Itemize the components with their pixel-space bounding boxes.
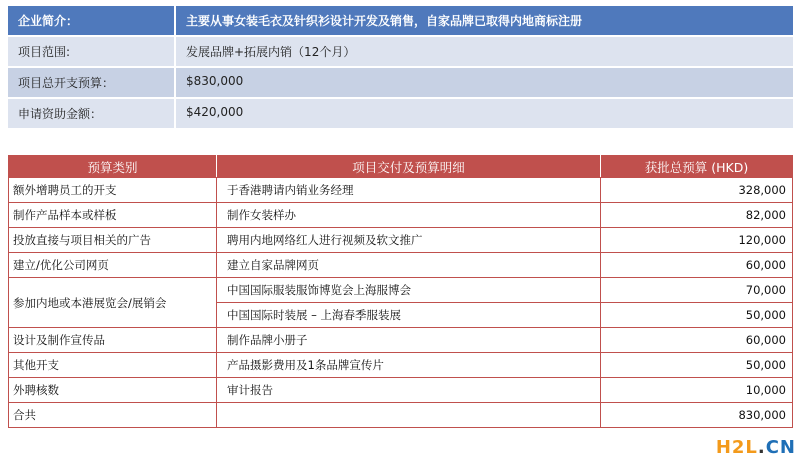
cell-amount: 120,000 [601,228,793,253]
cell-amount: 328,000 [601,178,793,203]
table-row [9,203,793,228]
watermark-part1: H2L [715,437,758,458]
header-detail: 项目交付及预算明细 [217,156,601,178]
total-row [9,403,793,428]
total-amount: 830,000 [601,403,793,428]
cell-amount: 50,000 [601,303,793,328]
info-value: $420,000 [176,99,793,128]
info-value: 发展品牌+拓展内销（12个月） [176,37,793,66]
info-label: 申请资助金额： [8,99,174,128]
table-row [9,278,793,303]
cell-detail: 中国国际服装服饰博览会上海服博会 [217,278,601,303]
site-watermark-logo [716,437,796,458]
header-amount: 获批总预算 (HKD) [601,156,793,178]
info-label: 企业简介： [8,6,174,35]
info-label: 项目总开支预算： [8,68,174,97]
cell-category: 额外增聘员工的开支 [9,178,217,203]
info-row-funding [8,99,793,128]
project-info-panel [8,6,793,130]
cell-detail: 产品摄影费用及1条品牌宣传片 [217,353,601,378]
info-value: 主要从事女装毛衣及针织衫设计开发及销售，自家品牌已取得内地商标注册 [176,6,793,35]
table-row [9,228,793,253]
cell-detail: 审计报告 [217,378,601,403]
cell-detail: 建立自家品牌网页 [217,253,601,278]
cell-detail: 中国国际时装展 – 上海春季服装展 [217,303,601,328]
cell-amount: 10,000 [601,378,793,403]
cell-category: 其他开支 [9,353,217,378]
table-row [9,178,793,203]
info-row-scope [8,37,793,66]
info-row-company [8,6,793,35]
watermark-dot: . [757,437,766,458]
cell-amount: 70,000 [601,278,793,303]
cell-amount: 60,000 [601,328,793,353]
cell-category: 制作产品样本或样板 [9,203,217,228]
budget-table [8,155,793,428]
cell-detail: 制作女装样办 [217,203,601,228]
info-value: $830,000 [176,68,793,97]
cell-category: 设计及制作宣传品 [9,328,217,353]
cell-amount: 50,000 [601,353,793,378]
watermark-part2: CN [765,437,796,458]
cell-amount: 60,000 [601,253,793,278]
table-row [9,353,793,378]
cell-detail: 制作品牌小册子 [217,328,601,353]
cell-detail: 聘用内地网络红人进行视频及软文推广 [217,228,601,253]
table-row [9,328,793,353]
cell-category: 投放直接与项目相关的广告 [9,228,217,253]
table-row [9,253,793,278]
cell-detail: 于香港聘请内销业务经理 [217,178,601,203]
cell-category: 建立/优化公司网页 [9,253,217,278]
info-row-budget [8,68,793,97]
info-label: 项目范围: [8,37,174,66]
cell-amount: 82,000 [601,203,793,228]
cell-category: 外聘核数 [9,378,217,403]
total-label: 合共 [9,403,217,428]
table-header-row [9,156,793,178]
header-category: 预算类别 [9,156,217,178]
total-detail-empty [217,403,601,428]
table-row [9,378,793,403]
cell-category: 参加内地或本港展览会/展销会 [9,278,217,328]
